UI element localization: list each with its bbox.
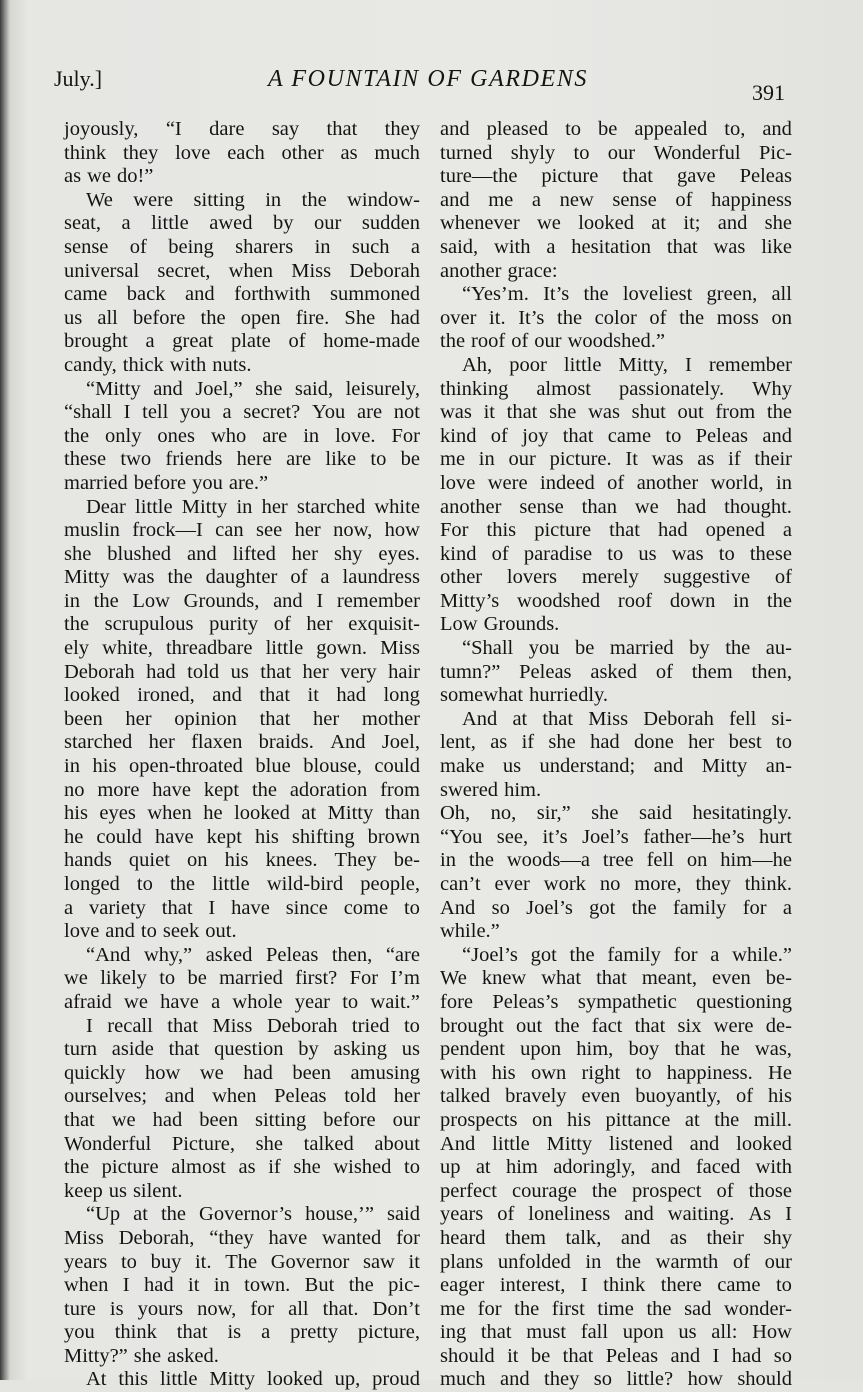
text-line: “Up at the Governor’s house,’” said — [86, 1203, 420, 1226]
text-line: us all before the open fire. She had — [64, 306, 420, 329]
text-line: Deborah had told us that her very hair — [64, 660, 420, 683]
text-line: lent, as if she had done her best to — [440, 731, 792, 754]
text-line: while.” — [440, 920, 500, 943]
text-line: “Mitty and Joel,” she said, leisurely, — [86, 377, 420, 400]
text-line: ture—the picture that gave Peleas — [440, 165, 792, 188]
text-line: as we do!” — [64, 165, 154, 188]
text-line: pendent upon him, boy that he was, — [440, 1038, 792, 1061]
page-number: 391 — [752, 80, 785, 105]
text-line: think they love each other as much — [64, 141, 420, 164]
text-line: Mitty was the daughter of a laundress — [64, 566, 420, 589]
text-line: me for the first time the sad wonder- — [440, 1297, 792, 1320]
text-line: For this picture that had opened a — [440, 519, 792, 542]
text-line: joyously, “I dare say that they — [64, 118, 420, 140]
text-line: “Joel’s got the family for a while.” — [462, 943, 792, 966]
text-line: ely white, threadbare little gown. Miss — [64, 637, 420, 660]
text-line: ing that must fall upon us all: How — [440, 1321, 792, 1344]
text-line: seat, a little awed by our sudden — [64, 212, 420, 235]
text-line: keep us silent. — [64, 1179, 183, 1202]
text-line: quickly how we had been amusing — [64, 1061, 420, 1084]
text-line: I recall that Miss Deborah tried to — [86, 1014, 420, 1037]
text-line: perfect courage the prospect of those — [440, 1179, 792, 1202]
text-line: years to buy it. The Governor saw it — [64, 1250, 420, 1273]
text-line: came back and forthwith summoned — [64, 283, 420, 306]
text-line: the picture almost as if she wished to — [64, 1156, 420, 1179]
text-line: and me a new sense of happiness — [440, 188, 792, 211]
text-line: candy, thick with nuts. — [64, 353, 252, 376]
text-line: Wonderful Picture, she talked about — [64, 1132, 420, 1155]
text-line: starched her flaxen braids. And Joel, — [64, 731, 420, 754]
text-line: brought out the fact that six were de- — [440, 1014, 792, 1037]
text-line: And so Joel’s got the family for a — [440, 896, 792, 919]
text-line: hands quiet on his knees. They be- — [64, 849, 420, 872]
text-line: somewhat hurriedly. — [440, 684, 609, 707]
text-line: turned shyly to our Wonderful Pic- — [440, 141, 792, 164]
text-line: “shall I tell you a secret? You are not — [64, 401, 420, 424]
text-line: the only ones who are in love. For — [64, 424, 420, 447]
text-line: Ah, poor little Mitty, I remember — [462, 353, 792, 376]
text-line: plans unfolded in the warmth of our — [440, 1250, 792, 1273]
text-line: love and to seek out. — [64, 920, 237, 943]
text-line: brought a great plate of home-made — [64, 330, 420, 353]
text-line: prospects on his pittance at the mill. — [440, 1108, 792, 1131]
text-line: these two friends here are like to be — [64, 448, 420, 471]
text-line: ture is yours now, for all that. Don’t — [64, 1297, 420, 1320]
text-line: in the Low Grounds, and I remember — [64, 589, 420, 612]
text-line: heard them talk, and as their shy — [440, 1226, 792, 1249]
text-line: the scrupulous purity of her exquisit- — [64, 613, 420, 636]
text-line: fore Peleas’s sympathetic questioning — [440, 990, 792, 1013]
text-line: Low Grounds. — [440, 613, 560, 636]
text-line: turn aside that question by asking us — [64, 1038, 420, 1061]
text-line: kind of joy that came to Peleas and — [440, 424, 792, 447]
text-line: afraid we have a whole year to wait.” — [64, 990, 420, 1013]
text-line: other lovers merely suggestive of — [440, 566, 792, 589]
text-line: “You see, it’s Joel’s father—he’s hurt — [440, 825, 792, 848]
text-line: thinking almost passionately. Why — [440, 377, 792, 400]
text-line: another grace: — [440, 259, 558, 282]
text-line: he could have kept his shifting brown — [64, 825, 420, 848]
header-month: July.] — [54, 66, 103, 91]
text-line: And little Mitty listened and looked — [440, 1132, 792, 1155]
text-line: looked ironed, and that it had long — [64, 684, 420, 707]
text-line: said, with a hesitation that was like — [440, 235, 792, 258]
text-line: and pleased to be appealed to, and — [440, 118, 792, 140]
text-line: universal secret, when Miss Deborah — [64, 259, 420, 282]
text-line: “Shall you be married by the au- — [462, 637, 792, 660]
text-line: Oh, no, sir,” she said hesitatingly. — [440, 802, 792, 825]
text-line: love were indeed of another world, in — [440, 471, 792, 494]
text-line: me in our picture. It was as if their — [440, 448, 792, 471]
text-line: We knew what that meant, even be- — [440, 967, 792, 990]
text-line: make us understand; and Mitty an- — [440, 755, 792, 778]
text-line: married before you are.” — [64, 471, 269, 494]
text-line: she blushed and lifted her shy eyes. — [64, 542, 420, 565]
text-column-left — [64, 118, 420, 1391]
text-line: much and they so little? how should — [440, 1368, 792, 1391]
text-line: longed to the little wild-bird people, — [64, 873, 420, 895]
text-line: no more have kept the adoration from — [64, 778, 420, 801]
text-line: his eyes when he looked at Mitty than — [64, 802, 420, 825]
text-line: that we had been sitting before our — [64, 1108, 420, 1131]
text-line: tumn?” Peleas asked of them then, — [440, 660, 792, 683]
text-column-right — [440, 118, 792, 1391]
text-line: up at him adoringly, and faced with — [440, 1156, 792, 1179]
text-line: Mitty’s woodshed roof down in the — [440, 589, 792, 612]
text-line: eager interest, I think there came to — [440, 1274, 792, 1297]
text-line: over it. It’s the color of the moss on — [440, 306, 792, 329]
text-line: muslin frock—I can see her now, how — [64, 519, 420, 542]
header-title: A FOUNTAIN OF GARDENS — [268, 66, 589, 92]
text-line: the roof of our woodshed.” — [440, 330, 665, 353]
text-line: can’t ever work no more, they think. — [440, 873, 792, 895]
text-line: whenever we looked at it; and she — [440, 212, 792, 235]
text-line: when I had it in town. But the pic- — [64, 1274, 420, 1297]
text-line: we likely to be married first? For I’m — [64, 967, 420, 990]
text-line: in his open-throated blue blouse, could — [64, 755, 420, 778]
running-header — [0, 66, 863, 105]
text-line: years of loneliness and waiting. As I — [440, 1203, 792, 1226]
text-line: At this little Mitty looked up, proud — [86, 1368, 420, 1391]
text-line: We were sitting in the window- — [86, 188, 420, 211]
text-line: you think that is a pretty picture, — [64, 1321, 420, 1344]
text-line: another sense than we had thought. — [440, 495, 792, 518]
text-line: kind of paradise to us was to these — [440, 542, 792, 565]
text-line: “And why,” asked Peleas then, “are — [86, 943, 420, 966]
text-line: with his own right to happiness. He — [440, 1061, 792, 1084]
text-line: was it that she was shut out from the — [440, 401, 792, 424]
text-line: ourselves; and when Peleas told her — [64, 1085, 420, 1108]
text-line: “Yes’m. It’s the loveliest green, all — [462, 283, 792, 306]
text-line: Miss Deborah, “they have wanted for — [64, 1226, 420, 1249]
text-line: been her opinion that her mother — [64, 707, 420, 730]
text-line: talked bravely even buoyantly, of his — [440, 1085, 792, 1108]
text-line: Mitty?” she asked. — [64, 1344, 219, 1367]
text-line: swered him. — [440, 778, 542, 801]
text-line: sense of being sharers in such a — [64, 235, 420, 258]
text-line: should it be that Peleas and I had so — [440, 1344, 792, 1367]
text-line: in the woods—a tree fell on him—he — [440, 849, 792, 872]
text-line: And at that Miss Deborah fell si- — [462, 707, 792, 730]
text-line: a variety that I have since come to — [64, 896, 420, 919]
text-line: Dear little Mitty in her starched white — [86, 495, 420, 518]
